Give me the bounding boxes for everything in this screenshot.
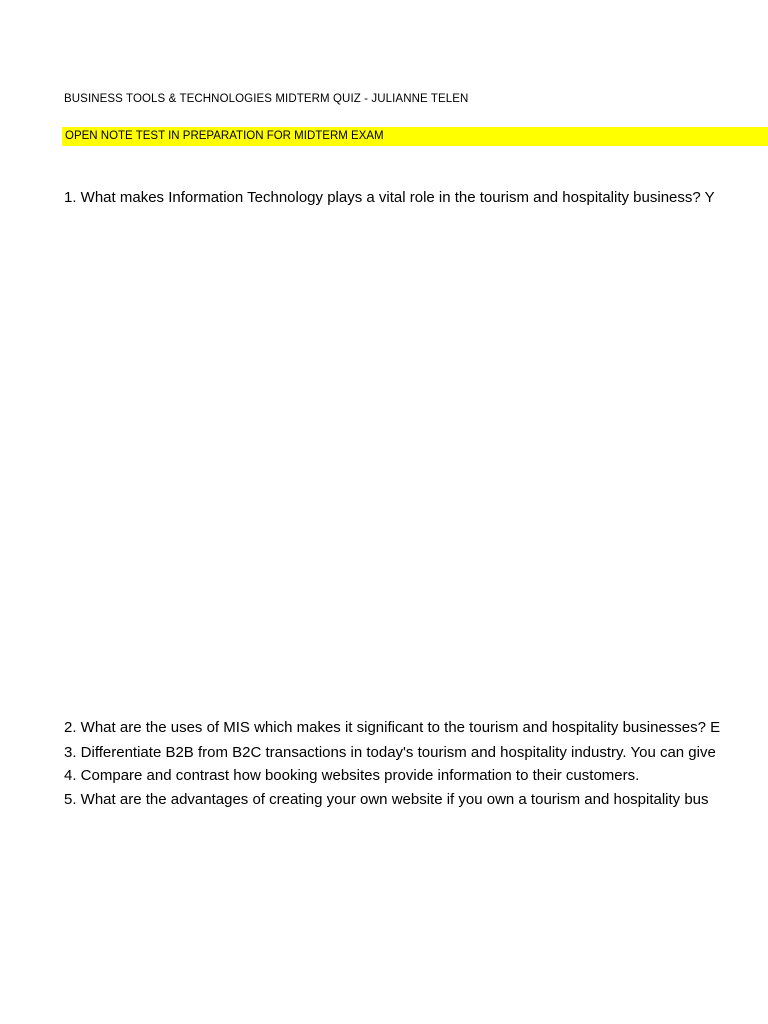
- question-3: 3. Differentiate B2B from B2C transactions in today's tourism and hospitality industry. You can give: [64, 744, 716, 761]
- highlight-banner: [62, 127, 768, 146]
- question-4: 4. Compare and contrast how booking websites provide information to their customers.: [64, 767, 640, 784]
- question-1: 1. What makes Information Technology plays a vital role in the tourism and hospitality business? Y: [64, 189, 715, 206]
- banner-text: OPEN NOTE TEST IN PREPARATION FOR MIDTERM EXAM: [65, 130, 384, 142]
- question-2: 2. What are the uses of MIS which makes it significant to the tourism and hospitality businesses? E: [64, 719, 721, 736]
- document-title: BUSINESS TOOLS & TECHNOLOGIES MIDTERM QUIZ - JULIANNE TELEN: [64, 93, 469, 105]
- question-5: 5. What are the advantages of creating your own website if you own a tourism and hospitality bus: [64, 791, 709, 808]
